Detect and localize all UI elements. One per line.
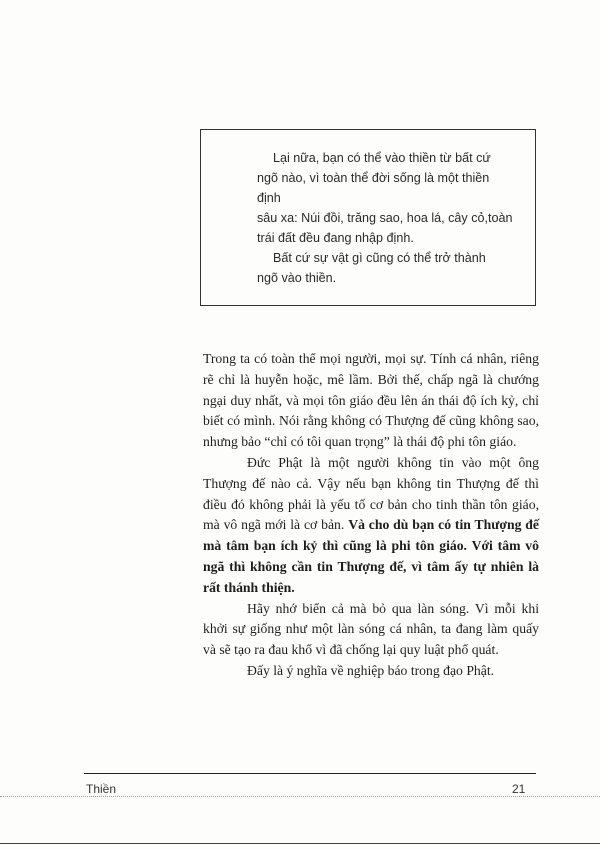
quote-box: [200, 129, 536, 306]
quote-line: Bất cứ sự vật gì cũng có thể trở thành: [273, 251, 486, 265]
quote-line: Lại nữa, bạn có thể vào thiền từ bất cứ: [273, 151, 491, 165]
body-paragraph-2: [203, 453, 539, 599]
body-text: [203, 349, 539, 682]
page-number: 21: [512, 782, 526, 796]
body-paragraph-4: Đấy là ý nghĩa về nghiệp báo trong đạo Phật.: [247, 662, 495, 678]
body-paragraph-2-normal: Đức Phật là một người không tin vào một ông Thượng đế nào cả. Vậy nếu bạn không tin Thượng đế thì điều đó không phải là yếu tố cơ bản cho tinh thần tôn giáo, mà vô ngã mới là cơ bản.: [203, 454, 539, 533]
quote-line: trái đất đều đang nhập định.: [257, 231, 414, 245]
quote-line: ngõ nào, vì toàn thể đời sống là một thiền định: [257, 171, 490, 205]
quote-line: ngõ vào thiền.: [257, 271, 337, 285]
body-paragraph-2-bold: Và cho dù bạn có tin Thượng đế mà tâm bạn ích kỷ thì cũng là phi tôn giáo. Với tâm vô ngã thì không cần tin Thượng đế, vì tâm ấy tự nhiên là rất thánh thiện.: [203, 517, 539, 595]
scan-bottom-edge: [0, 843, 600, 844]
quote-line: sâu xa: Núi đồi, trăng sao, hoa lá, cây cỏ,toàn: [257, 211, 513, 225]
body-paragraph-3: Hãy nhớ biển cả mà bỏ qua làn sóng. Vì mỗi khi khởi sự giống như một làn sóng cá nhân, ta đang làm quấy và sẽ tạo ra đau khổ vì đã chống lại quy luật phổ quát.: [203, 600, 539, 658]
scan-dotted-line: [0, 796, 600, 797]
footer-book-title: Thiền: [86, 782, 117, 796]
body-paragraph-1: Trong ta có toàn thể mọi người, mọi sự. Tính cá nhân, riêng rẽ chỉ là huyễn hoặc, mê lầm. Bởi thế, chấp ngã là chướng ngại duy nhất, và mọi tôn giáo đều lên án thái độ ích kỷ, chỉ biết có mình. Nói rằng không có Thượng đế cũng không sao, nhưng bảo “chỉ có tôi quan trọng” là thái độ phi tôn giáo.: [203, 351, 539, 450]
footer-rule: [84, 773, 536, 774]
